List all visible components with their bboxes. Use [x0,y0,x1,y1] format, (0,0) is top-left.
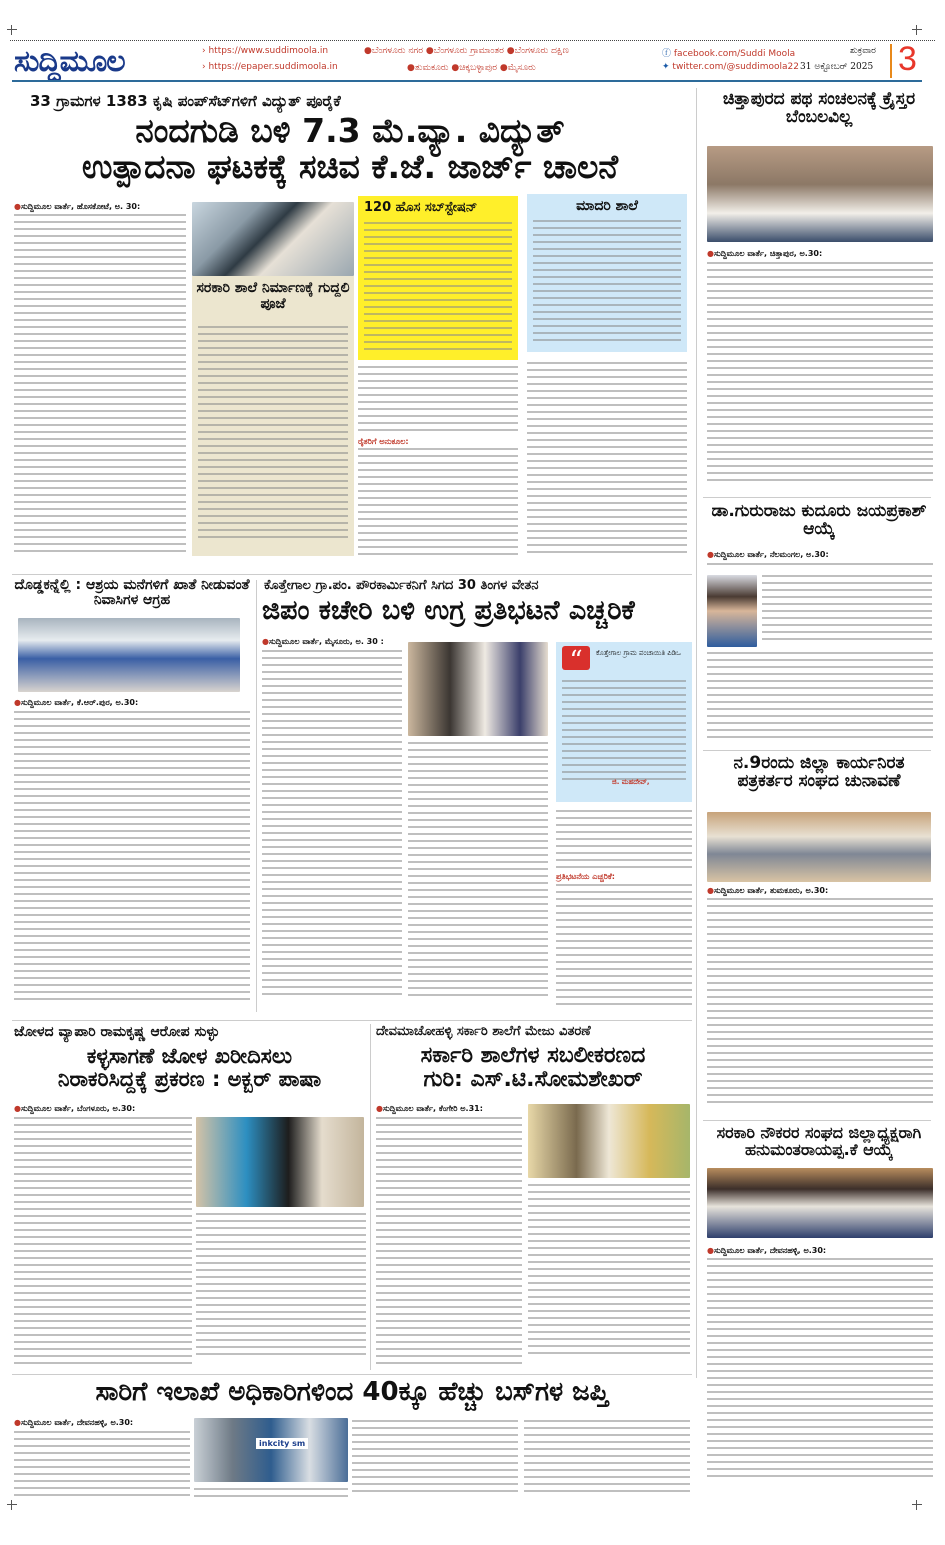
facebook-link[interactable]: ⓕ facebook.com/Suddi Moola [662,49,796,59]
story7-body-col1 [14,1117,192,1369]
story1-blue-box [527,194,687,352]
edition-item: ಮೈಸೂರು [507,63,536,73]
headline-line: ಕಳ್ಳಸಾಗಣೆ ಜೋಳ ಖರೀದಿಸಲು [86,1044,293,1068]
editions-line-2: ●ತುಮಕೂರು ●ಚಿಕ್ಕಬಳ್ಳಾಪುರ ●ಮೈಸೂರು [407,63,536,73]
edition-item: ಬೆಂಗಳೂರು ಗ್ರಾಮಾಂತರ [433,46,504,56]
story9-dateline: ●ಸುದ್ದಿಮೂಲ ವಾರ್ತೆ, ದೇವನಹಳ್ಳಿ, ಅ.30: [707,1246,827,1255]
story10-headline: ಸಾರಿಗೆ ಇಲಾಖೆ ಅಧಿಕಾರಿಗಳಿಂದ 40ಕ್ಕೂ ಹೆಚ್ಚು ಬಸ್‌ಗಳ ಜಪ್ತಿ [95,1377,609,1407]
story3-body-side [762,575,932,645]
story3-body-top [707,563,933,570]
story9-headline: ಸರಕಾರಿ ನೌಕರರ ಸಂಘದ ಜಿಲ್ಲಾಧ್ಯಕ್ಷರಾಗಿ ಹನುಮಂತರಾಯಪ್ಪ.ಕೆ ಆಯ್ಕೆ [716,1123,922,1160]
story8-body-col1 [376,1117,522,1369]
masthead [12,42,922,80]
story10-photo-caption [194,1488,348,1502]
page-number: 3 [898,40,917,78]
issue-date: 31 ಅಕ್ಟೋಬರ್ 2025 [800,62,874,72]
website-link[interactable]: › https://www.suddimoola.in [202,46,329,56]
crop-mark [7,1500,17,1510]
story4-dateline: ●ಸುದ್ದಿಮೂಲ ವಾರ್ತೆ, ತುಮಕೂರು, ಅ.30: [707,886,829,895]
edition-item: ಬೆಂಗಳೂರು ದಕ್ಷಿಣ [514,46,569,56]
story8-headline [374,1044,692,1092]
epaper-link[interactable]: › https://epaper.suddimoola.in [202,62,338,72]
weekday: ಶುಕ್ರವಾರ [850,46,876,56]
story2-photo-group [707,146,933,242]
story4-body [707,898,933,1108]
headline-line: ಸರ್ಕಾರಿ ಶಾಲೆಗಳ ಸಬಲೀಕರಣದ [420,1043,646,1068]
yellow-box-title: 120 ಹೊಸ ಸಬ್‌ಸ್ಟೇಷನ್ [364,200,478,215]
divider [12,1374,692,1375]
twitter-icon: ✦ [662,62,670,72]
story1-body-col1 [14,214,186,557]
story1-body-col4 [527,362,687,558]
divider [703,497,931,498]
story2-body [707,262,933,486]
story6-body-col1 [262,650,402,1000]
story6-dateline: ●ಸುದ್ದಿಮೂಲ ವಾರ್ತೆ, ಮೈಸೂರು, ಅ. 30 : [262,637,384,646]
story9-photo-group [707,1168,933,1238]
quote-icon: “ [562,646,590,670]
story1-subhead: ರೈತರಿಗೆ ಅನುಕೂಲ: [358,437,409,446]
story5-headline: ದೊಡ್ಡಕನ್ನೆಲ್ಲಿ : ಆಶ್ರಯ ಮನೆಗಳಿಗೆ ಖಾತೆ ನೀಡುವಂತೆ ನಿವಾಸಿಗಳ ಆಗ್ರಹ [14,577,250,609]
story7-kicker: ಜೋಳದ ವ್ಯಾಪಾರಿ ರಾಮಕೃಷ್ಣ ಆರೋಪ ಸುಳ್ಳು [14,1024,220,1040]
story2-dateline: ●ಸುದ್ದಿಮೂಲ ವಾರ್ತೆ, ಚಿತ್ತಾಪುರ, ಅ.30: [707,249,823,258]
editions-line-1: ●ಬೆಂಗಳೂರು ನಗರ ●ಬೆಂಗಳೂರು ಗ್ರಾಮಾಂತರ ●ಬೆಂಗಳೂರು ದಕ್ಷಿಣ [364,46,569,56]
story7-body-col2 [196,1213,366,1360]
story6-subhead: ಪ್ರತಿಭಟನೆಯ ಎಚ್ಚರಿಕೆ: [556,872,616,881]
story6-kicker: ಕೊತ್ತೇಗಾಲ ಗ್ರಾ.ಪಂ. ಪೌರಕಾರ್ಮಿಕನಿಗೆ ಸಿಗದ 30 ತಿಂಗಳ ವೇತನ [264,578,539,593]
divider [703,1120,931,1121]
story1-dateline: ●ಸುದ್ದಿಮೂಲ ವಾರ್ತೆ, ಹೊಸಕೋಟೆ, ಅ. 30: [14,202,141,211]
story6-quote-box [556,642,692,802]
story1-inset-box [192,276,354,556]
top-dotted-line [10,40,935,41]
story6-body-col2 [408,742,548,1001]
story9-body [707,1258,933,1482]
crop-mark [912,1500,922,1510]
inset-title: ಸರಕಾರಿ ಶಾಲೆ ನಿರ್ಮಾಣಕ್ಕೆ ಗುದ್ದಲಿ ಪೂಜೆ [196,280,350,312]
divider [12,1020,692,1021]
headline-line: ನಿರಾಕರಿಸಿದ್ದಕ್ಕೆ ಪ್ರಕರಣ : ಅಕ್ಬರ್ ಪಾಷಾ [57,1066,322,1091]
story10-photo-buses [194,1418,348,1482]
story6-photo-petition [408,642,548,736]
facebook-icon: ⓕ [662,49,672,59]
story2-headline: ಚಿತ್ತಾಪುರದ ಪಥ ಸಂಚಲನಕ್ಕೆ ಕ್ರೈಸ್ತರ ಬೆಂಬಲವಿಲ್ಲ [722,89,916,128]
headline-line: ನಂದಗುಡಿ ಬಳಿ 7.3 ಮೆ.ವ್ಯಾ. ವಿದ್ಯುತ್ [135,111,565,150]
story1-body-col3 [358,366,518,436]
story5-photo-protest [18,618,240,692]
column-divider [696,88,697,1378]
story8-kicker: ದೇವಮಾಚೋಹಳ್ಳಿ ಸರ್ಕಾರಿ ಶಾಲೆಗೆ ಮೇಜು ವಿತರಣೆ [376,1024,591,1039]
headline-line: ಉತ್ಪಾದನಾ ಘಟಕಕ್ಕೆ ಸಚಿವ ಕೆ.ಜೆ. ಜಾರ್ಜ್ ಚಾಲನೆ [81,146,619,186]
story1-yellow-box [358,196,518,360]
column-divider [256,580,257,1012]
story10-body-col1 [14,1431,190,1501]
quote-start: ಕೊತ್ತೇಗಾಲ ಗ್ರಾಮ ಪಂಚಾಯಿತಿ ಪಿಡಿಒ [596,649,681,657]
divider [12,574,692,575]
story4-photo-meeting [707,812,931,882]
blue-box-title: ಮಾದರಿ ಶಾಲೆ [576,198,638,214]
quote-attribution: ಜಿ. ಮಹದೇವ್, [612,778,650,786]
story10-dateline: ●ಸುದ್ದಿಮೂಲ ವಾರ್ತೆ, ದೇವನಹಳ್ಳಿ, ಅ.30: [14,1418,134,1427]
story3-headline: ಡಾ.ಗುರುರಾಜು ಕುದೂರು ಜಯಪ್ರಕಾಶ್ ಆಯ್ಕೆ [711,501,927,540]
logo: ಸುದ್ದಿಮೂಲ [14,44,125,79]
bus-sign: inkcity sm [256,1438,308,1449]
masthead-rule [12,80,922,82]
accent-bar [890,44,892,78]
story8-dateline: ●ಸುದ್ದಿಮೂಲ ವಾರ್ತೆ, ಕೆಂಗೇರಿ ಅ.31: [376,1104,483,1113]
story6-body-col3b [556,884,692,1010]
story6-headline: ಜಿಪಂ ಕಚೇರಿ ಬಳಿ ಉಗ್ರ ಪ್ರತಿಭಟನೆ ಎಚ್ಚರಿಕೆ [262,595,635,626]
edition-item: ಚಿಕ್ಕಬಳ್ಳಾಪುರ [459,63,497,73]
story5-dateline: ●ಸುದ್ದಿಮೂಲ ವಾರ್ತೆ, ಕೆ.ಆರ್.ಪುರ, ಅ.30: [14,698,139,707]
story6-body-col3 [556,810,692,873]
story4-headline: ನ.9ರಂದು ಜಿಲ್ಲಾ ಕಾರ್ಯನಿರತ ಪತ್ರಕರ್ತರ ಸಂಘದ ಚುನಾವಣೆ [733,753,905,792]
story10-body-col3 [524,1420,690,1497]
story8-photo-school [528,1104,690,1178]
story3-dateline: ●ಸುದ್ದಿಮೂಲ ವಾರ್ತೆ, ನೆಲಮಂಗಲ, ಅ.30: [707,550,829,559]
crop-mark [912,25,922,35]
story3-body [707,652,933,743]
column-divider [370,1024,371,1370]
story3-photo-portrait [707,575,757,647]
story10-body-col2 [352,1420,518,1497]
divider [703,750,931,751]
edition-item: ತುಮಕೂರು [414,63,449,73]
story1-photo-inauguration [192,202,354,276]
edition-item: ಬೆಂಗಳೂರು ನಗರ [371,46,423,56]
story1-body-col3b [358,448,518,560]
story7-dateline: ●ಸುದ್ದಿಮೂಲ ವಾರ್ತೆ, ಬೆಂಗಳೂರು, ಅ.30: [14,1104,136,1113]
story7-headline [12,1045,367,1090]
story8-body-col2 [528,1184,690,1359]
story7-photo-press [196,1117,364,1207]
story1-headline [10,113,690,184]
twitter-link[interactable]: ✦ twitter.com/@suddimoola22 [662,62,799,72]
story1-kicker: 33 ಗ್ರಾಮಗಳ 1383 ಕೃಷಿ ಪಂಪ್‌ಸೆಟ್‌ಗಳಿಗೆ ವಿದ್ಯುತ್ ಪೂರೈಕೆ [30,92,341,110]
crop-mark [7,25,17,35]
headline-line: ಗುರಿ: ಎಸ್.ಟಿ.ಸೋಮಶೇಖರ್ [423,1066,643,1092]
story5-body [14,711,250,1005]
